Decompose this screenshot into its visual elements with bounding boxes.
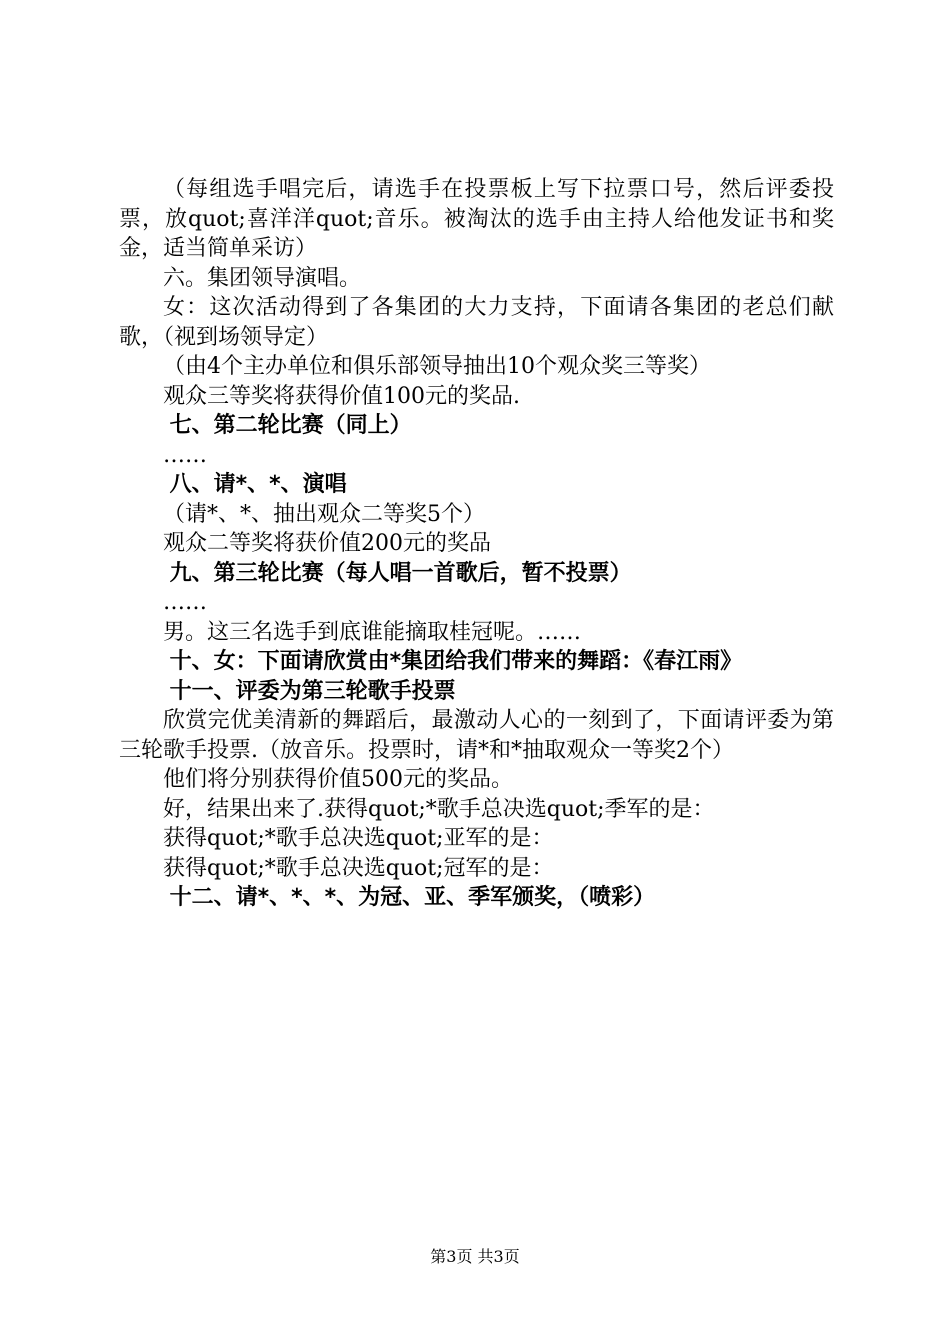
paragraph-male-host-line: 男。这三名选手到底谁能摘取桂冠呢。……: [163, 619, 582, 645]
page-footer: 第3页 共3页: [430, 1247, 520, 1266]
paragraph-leaders-sing: 女：这次活动得到了各集团的大力支持，下面请各集团的老总们献歌，（视到场领导定）: [119, 295, 834, 350]
paragraph-second-prize-draw: （请*、*、抽出观众二等奖5个）: [163, 501, 485, 527]
paragraph-voting-instructions: （每组选手唱完后，请选手在投票板上写下拉票口号，然后评委投票，放quot;喜洋洋quot;音乐。被淘汰的选手由主持人给他发证书和奖金，适当简单采访）: [119, 177, 834, 261]
heading-section-eight: 八、请*、*、演唱: [169, 472, 347, 497]
paragraph-ellipsis-1: ……: [163, 442, 207, 468]
paragraph-ellipsis-2: ……: [163, 590, 207, 615]
heading-section-nine: 九、第三轮比赛（每人唱一首歌后，暂不投票）: [169, 560, 632, 586]
heading-section-ten: 十、女：下面请欣赏由*集团给我们带来的舞蹈：《春江雨》: [169, 649, 743, 674]
heading-section-eleven: 十一、评委为第三轮歌手投票: [169, 678, 456, 704]
paragraph-section-six: 六。集团领导演唱。: [163, 265, 362, 291]
paragraph-third-place: 好，结果出来了.获得quot;*歌手总决选quot;季军的是：: [163, 796, 715, 822]
paragraph-second-prize-value: 观众二等奖将获价值200元的奖品: [163, 531, 491, 556]
document-body: [119, 175, 834, 913]
paragraph-second-place: 获得quot;*歌手总决选quot;亚军的是：: [163, 826, 554, 851]
heading-section-seven: 七、第二轮比赛（同上）: [169, 413, 412, 438]
paragraph-first-place: 获得quot;*歌手总决选quot;冠军的是：: [163, 855, 554, 881]
paragraph-first-prize-value: 他们将分别获得价值500元的奖品。: [163, 767, 513, 792]
paragraph-final-vote: 欣赏完优美清新的舞蹈后，最激动人心的一刻到了，下面请评委为第三轮歌手投票.（放音乐。投票时，请*和*抽取观众一等奖2个）: [119, 708, 834, 763]
heading-section-twelve: 十二、请*、*、*、为冠、亚、季军颁奖，（喷彩）: [169, 885, 656, 910]
paragraph-third-prize-value: 观众三等奖将获得价值100元的奖品.: [163, 383, 520, 409]
paragraph-third-prize-draw: （由4个主办单位和俱乐部领导抽出10个观众奖三等奖）: [163, 354, 711, 379]
